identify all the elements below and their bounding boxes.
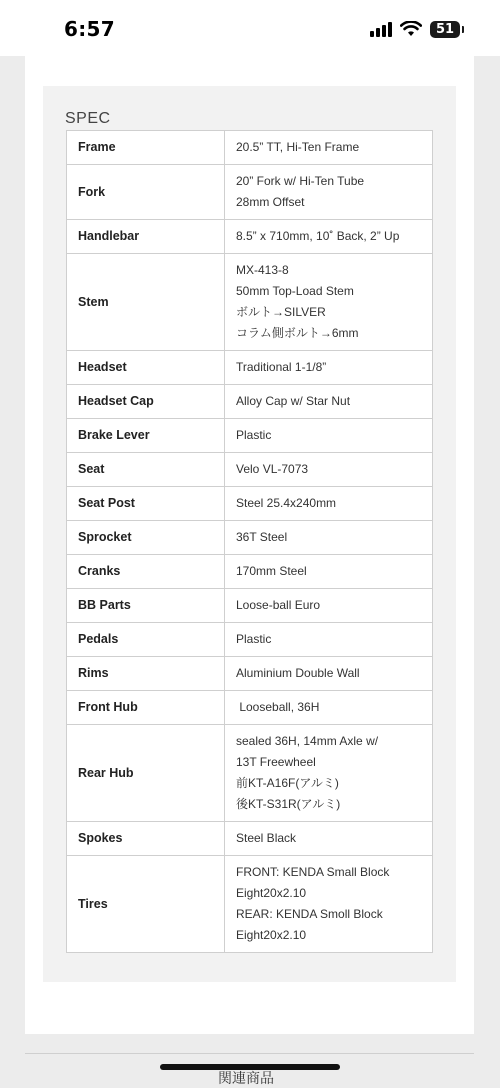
spec-value-line: Looseball, 36H bbox=[236, 700, 320, 714]
spec-value-line: 28mm Offset bbox=[236, 195, 305, 209]
spec-row bbox=[67, 453, 433, 487]
battery-level: 51 bbox=[435, 21, 455, 37]
spec-label: Seat Post bbox=[67, 487, 225, 521]
spec-value-line: コラム側ボルト→6mm bbox=[236, 326, 359, 340]
spec-value-line: Eight20x2.10 bbox=[236, 886, 307, 900]
spec-label: Spokes bbox=[67, 822, 225, 856]
spec-row bbox=[67, 521, 433, 555]
spec-row bbox=[67, 351, 433, 385]
spec-label: Sprocket bbox=[67, 521, 225, 555]
spec-table bbox=[66, 130, 433, 953]
spec-value-line: Steel 25.4x240mm bbox=[236, 496, 337, 510]
status-icons bbox=[370, 18, 460, 40]
spec-value bbox=[225, 589, 433, 623]
spec-value-line: REAR: KENDA Smoll Block bbox=[236, 907, 383, 921]
spec-value-line: Loose-ball Euro bbox=[236, 598, 321, 612]
spec-row bbox=[67, 419, 433, 453]
spec-value bbox=[225, 487, 433, 521]
spec-label: Pedals bbox=[67, 623, 225, 657]
spec-label: Cranks bbox=[67, 555, 225, 589]
spec-row bbox=[67, 220, 433, 254]
spec-row bbox=[67, 657, 433, 691]
spec-label: Frame bbox=[67, 131, 225, 165]
spec-value-line: 前KT-A16F(アルミ) bbox=[236, 776, 339, 790]
spec-value-line: Plastic bbox=[236, 632, 272, 646]
spec-row bbox=[67, 131, 433, 165]
spec-value-line: MX-413-8 bbox=[236, 263, 289, 277]
spec-value bbox=[225, 856, 433, 953]
spec-value bbox=[225, 453, 433, 487]
spec-value-line: Velo VL-7073 bbox=[236, 462, 309, 476]
spec-value-line: FRONT: KENDA Small Block bbox=[236, 865, 390, 879]
spec-value-line: Eight20x2.10 bbox=[236, 928, 307, 942]
status-bar bbox=[0, 0, 500, 56]
signal-icon bbox=[370, 21, 392, 37]
spec-row bbox=[67, 487, 433, 521]
spec-row bbox=[67, 623, 433, 657]
spec-label: BB Parts bbox=[67, 589, 225, 623]
home-indicator[interactable] bbox=[160, 1064, 340, 1070]
spec-value bbox=[225, 657, 433, 691]
spec-label: Fork bbox=[67, 165, 225, 220]
spec-value bbox=[225, 131, 433, 165]
spec-title: SPEC bbox=[65, 110, 111, 127]
spec-value-line: 50mm Top-Load Stem bbox=[236, 284, 354, 298]
spec-value-line: Traditional 1-1/8” bbox=[236, 360, 327, 374]
wifi-icon bbox=[400, 21, 422, 37]
spec-value bbox=[225, 165, 433, 220]
spec-value bbox=[225, 419, 433, 453]
spec-row bbox=[67, 725, 433, 822]
spec-value bbox=[225, 555, 433, 589]
spec-section bbox=[43, 86, 456, 982]
spec-value-line: Steel Black bbox=[236, 831, 297, 845]
spec-value-line: Plastic bbox=[236, 428, 272, 442]
spec-row bbox=[67, 822, 433, 856]
divider bbox=[25, 1053, 474, 1054]
spec-label: Headset Cap bbox=[67, 385, 225, 419]
spec-value bbox=[225, 822, 433, 856]
spec-value bbox=[225, 385, 433, 419]
spec-label: Rims bbox=[67, 657, 225, 691]
spec-value-line: 20.5” TT, Hi-Ten Frame bbox=[236, 140, 360, 154]
spec-label: Rear Hub bbox=[67, 725, 225, 822]
spec-label: Stem bbox=[67, 254, 225, 351]
spec-label: Headset bbox=[67, 351, 225, 385]
spec-label: Handlebar bbox=[67, 220, 225, 254]
spec-row bbox=[67, 589, 433, 623]
spec-value bbox=[225, 725, 433, 822]
bottom-area bbox=[0, 1034, 500, 1087]
spec-value-line: Aluminium Double Wall bbox=[236, 666, 360, 680]
spec-value-line: 13T Freewheel bbox=[236, 755, 316, 769]
spec-value bbox=[225, 254, 433, 351]
battery-icon bbox=[430, 21, 460, 38]
status-time: 6:57 bbox=[64, 17, 115, 41]
spec-value bbox=[225, 623, 433, 657]
spec-value-line: sealed 36H, 14mm Axle w/ bbox=[236, 734, 379, 748]
spec-value bbox=[225, 351, 433, 385]
spec-value bbox=[225, 691, 433, 725]
spec-value-line: 170mm Steel bbox=[236, 564, 307, 578]
spec-row bbox=[67, 691, 433, 725]
spec-value bbox=[225, 521, 433, 555]
related-products-heading: 関連商品 bbox=[218, 1071, 274, 1087]
spec-value-line: ボルト→SILVER bbox=[236, 305, 326, 319]
spec-label: Seat bbox=[67, 453, 225, 487]
spec-value-line: 20” Fork w/ Hi-Ten Tube bbox=[236, 174, 365, 188]
spec-value-line: 後KT-S31R(アルミ) bbox=[236, 797, 341, 811]
spec-label: Front Hub bbox=[67, 691, 225, 725]
spec-row bbox=[67, 856, 433, 953]
spec-label: Brake Lever bbox=[67, 419, 225, 453]
spec-row bbox=[67, 555, 433, 589]
spec-row bbox=[67, 165, 433, 220]
spec-label: Tires bbox=[67, 856, 225, 953]
spec-value bbox=[225, 220, 433, 254]
spec-row bbox=[67, 385, 433, 419]
spec-value-line: Alloy Cap w/ Star Nut bbox=[236, 394, 351, 408]
page-card bbox=[25, 56, 474, 1034]
spec-value-line: 8.5” x 710mm, 10˚ Back, 2” Up bbox=[236, 229, 400, 243]
spec-row bbox=[67, 254, 433, 351]
spec-value-line: 36T Steel bbox=[236, 530, 288, 544]
